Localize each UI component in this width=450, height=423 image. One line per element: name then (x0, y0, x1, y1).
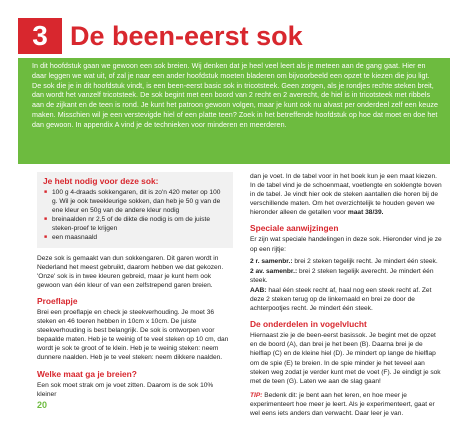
materials-heading: Je hebt nodig voor deze sok: (43, 176, 159, 186)
section-speciale (250, 223, 444, 313)
chapter-number: 3 (18, 18, 62, 54)
size-paragraph (250, 172, 444, 217)
yarn-paragraph: Deze sok is gemaakt van dun sokkengaren. Dit garen wordt in Nederland het meest gebruikt, daarom hebben we dat gekozen. 'Onze' sok is in twee kleuren gebreid, maar je kunt hem ook gewoon van één kleur of van een zelfstrepend garen breien. (37, 254, 224, 289)
chapter-title: De been-eerst sok (70, 21, 303, 51)
section-heading: De onderdelen in vogelvlucht (250, 319, 367, 330)
instruction-desc: brei 2 steken tegelijk averecht. Je mindert één steek. (250, 267, 434, 284)
materials-list (43, 188, 227, 243)
list-item (250, 286, 444, 313)
tip-paragraph (250, 391, 444, 418)
section-text: Brei een proeflapje en check je steekverhouding. Je moet 36 steken en 46 toeren hebben in 10cm x 10cm. De juiste steekverhouding is best belangrijk. De sok is ontworpen voor bepaalde maten. Heb je te weinig of te veel steken op 10 cm, dan wordt je sok te groot of te klein. Heb je te weinig steken: neem dunnere naalden. Heb je te veel steken: neem dikkere naalden. (37, 308, 229, 362)
intro-text: In dit hoofdstuk gaan we gewoon een sok breien. Wij denken dat je heel veel leert als je meteen aan de gang gaat. Hier en daar leggen we wat uit, of zal je naar een ander hoofdstuk moeten bladeren om bijvoorbeeld een opzet te kiezen die jou ligt. De sok die je in dit hoofdstuk vindt, is een been-eerst basic sok in tricotsteek. Geen zorgen, als je rondjes rechte steken breit, dan wordt het vanzelf tricotsteek. De sok begint met een boord van 2 recht en 2 averecht, de hiel is in tricotsteek met ribbels aan de zijkant en de teen is rond. Je kunt het patroon gewoon volgen, maar je kunt ook nu alvast per onderdeel zelf een keuze maken. Misschien wil je een verstevigde hiel of een platte teen? Zoek in het betreffende hoofdstuk op hoe dat moet en doe het dan gewoon. In appendix A vind je de technieken voor minderen en meerderen. (32, 62, 438, 129)
instruction-list (250, 257, 444, 314)
left-column (37, 172, 233, 399)
instruction-term: AAB: (250, 286, 267, 294)
right-column (250, 172, 444, 418)
instruction-desc: brei 2 steken tegelijk recht. Je mindert één steek. (292, 257, 438, 265)
section-heading: Proeflapje (37, 295, 78, 306)
instruction-desc: haal één steek recht af, haal nog een steek recht af. Zet deze 2 steken terug op de linkernaald en brei ze door de achterpootjes recht. Je mindert één steek. (250, 286, 432, 313)
intro-box (18, 58, 450, 164)
chapter-header (0, 18, 450, 54)
page-number: 20 (37, 400, 48, 410)
instruction-term: 2 av. samenbr.: (250, 267, 298, 275)
list-item: ■ 100 g 4-draads sokkengaren, dit is zo'n 420 meter op 100 g. Wil je ook tweekleurige sokken, dan heb je 50 g van de ene kleur en 50g van de andere kleur nodig (43, 188, 227, 215)
section-text: Hiernaast zie je de been-eerst basissok. Je begint met de opzet en de boord (A), dan brei je het been (B). Daarna brei je de hielflap (C) en de kleine hiel (D). Je mindert op lange de hielflap om de spie (E) te breien. In de spie minder je het teveel aan steken weg zodat je verder kunt met de voet (F). Je eindigt je sok met de teen (G). Laten we aan de slag gaan! (250, 332, 441, 385)
tip-label: TIP: (250, 391, 263, 399)
list-item: ■ een maasnaald (43, 233, 227, 242)
section-proeflapje (37, 296, 233, 363)
size-paragraph-text: dan je voet. In de tabel voor in het boek kun je een maat kiezen. In de tabel vind je de schoenmaat, voetlengte en soklengte boven in de tabel. Je vindt hier ook de steken aantallen die horen bij de verschillende maten. Om het overzichtelijk te houden geven we hieronder alleen de getallen voor (250, 173, 442, 217)
section-onderdelen (250, 319, 444, 386)
materials-box (37, 172, 233, 248)
section-heading: Speciale aanwijzingen (250, 223, 339, 234)
section-text: Een sok moet strak om je voet zitten. Daarom is de sok 10% kleiner (37, 381, 214, 398)
size-highlight: maat 38/39. (347, 209, 384, 217)
list-item: ■ breinaalden nr 2,5 of de dikte die nodig is om de juiste steken-proef te krijgen (43, 215, 227, 233)
section-heading: Welke maat ga je breien? (37, 368, 137, 379)
list-item (250, 267, 444, 285)
section-maat (37, 369, 233, 399)
section-text: Er zijn wat speciale handelingen in deze sok. Hieronder vind je ze op een rijtje: (250, 236, 442, 253)
tip-text: Bedenk dit: je bent aan het leren, en hoe meer je experimenteert hoe meer je leert. Als je experimenteert, gaat er wel eens iets anders dan verwacht. Daar leer je van. (250, 391, 435, 417)
list-item (250, 257, 444, 266)
instruction-term: 2 r. samenbr.: (250, 257, 293, 265)
